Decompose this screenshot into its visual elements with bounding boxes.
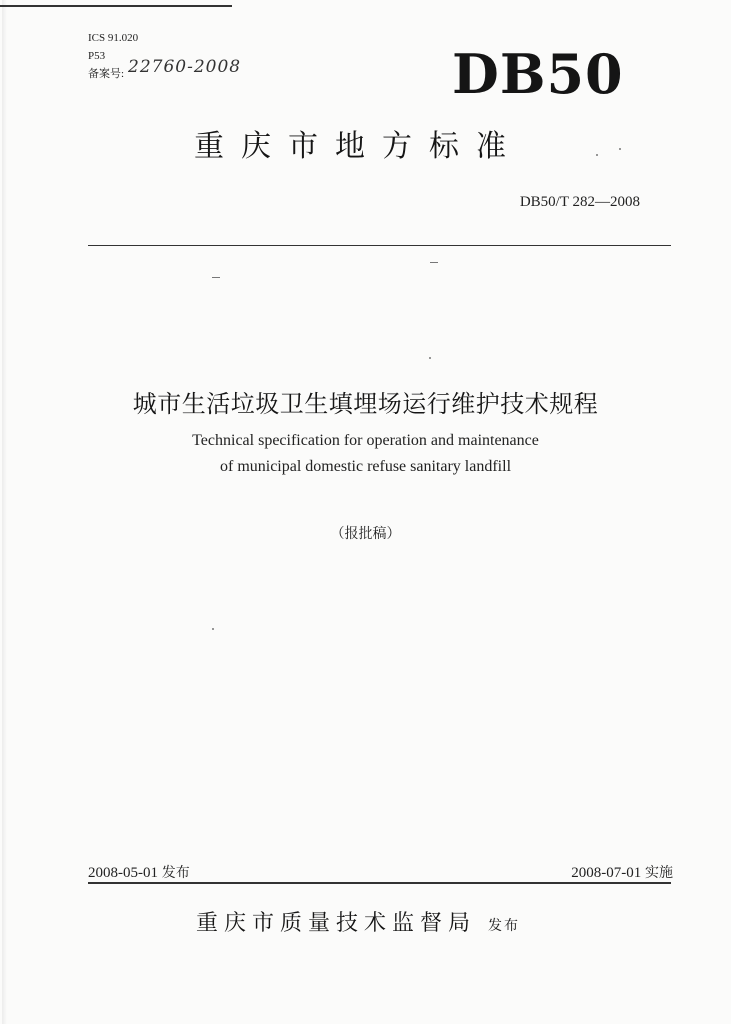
filing-label: 备案号: [88, 68, 125, 80]
ics-code: ICS 91.020 [88, 32, 139, 44]
standard-number: DB50/T 282—2008 [519, 194, 640, 210]
issuer-block [196, 906, 520, 937]
title-chinese: 城市生活垃圾卫生填埋场运行维护技术规程 [132, 390, 599, 418]
classification-code: P53 [88, 50, 106, 62]
title-english-line1: Technical specification for operation and maintenance [192, 432, 539, 449]
scan-speck [596, 154, 598, 156]
scan-speck [429, 357, 431, 359]
filing-number-handwritten: 22760-2008 [128, 57, 242, 77]
implement-date-block [571, 862, 673, 882]
scan-speck [212, 628, 214, 630]
release-date: 2008-05-01 [88, 865, 158, 881]
scan-speck [430, 262, 438, 263]
title-english-line2: of municipal domestic refuse sanitary landfill [219, 458, 512, 475]
issuer-action: 发布 [488, 918, 521, 934]
implement-date: 2008-07-01 [571, 865, 642, 881]
implement-label: 实施 [645, 865, 673, 881]
top-rule [0, 5, 232, 7]
standard-type: 重庆市地方标准 [194, 129, 523, 164]
series-code: DB50 [452, 42, 624, 106]
scan-edge-shadow [2, 0, 7, 1024]
issuer-name: 重庆市质量技术监督局 [196, 911, 477, 936]
draft-status: （报批稿） [330, 526, 401, 542]
header-divider [88, 245, 671, 246]
release-label: 发布 [161, 865, 190, 881]
scan-speck [619, 148, 621, 150]
scan-speck [212, 277, 220, 278]
release-date-block [88, 862, 190, 882]
footer-divider [88, 882, 671, 884]
